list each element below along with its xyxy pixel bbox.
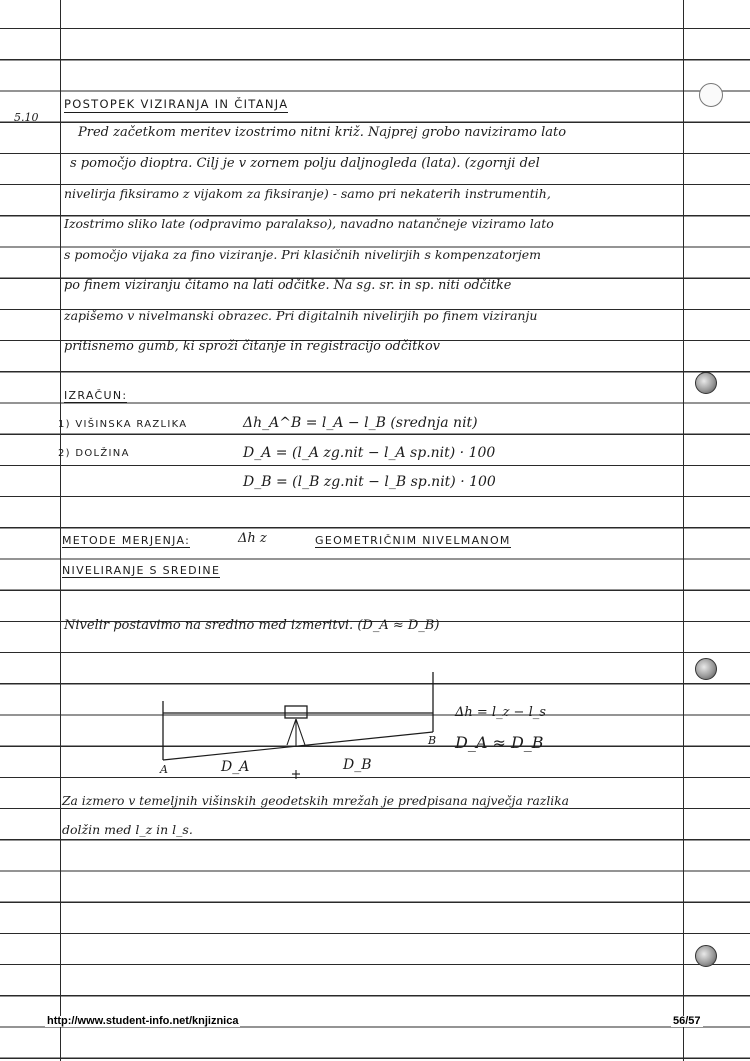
paragraph-line: Izostrimo sliko late (odpravimo paralakso), navadno natančneje viziramo lato [64, 216, 554, 231]
note-line: dolžin med l_z in l_s. [62, 822, 193, 837]
calc-title: IZRAČUN: [64, 389, 128, 402]
note-line: Za izmero v temeljnih višinskih geodetskih mrežah je predpisana največja razlika [62, 794, 570, 808]
paragraph-line: s pomočjo vijaka za fino viziranje. Pri klasičnih nivelirjih s kompenzatorjem [64, 247, 542, 262]
methods-title-right: GEOMETRIČNIM NIVELMANOM [315, 534, 511, 547]
calc-label-height-difference: 1) VIŠINSKA RAZLIKA [58, 419, 188, 430]
ground-line [163, 732, 433, 760]
diagram-label-db: D_B [343, 757, 372, 773]
paragraph-line: Pred začetkom meritev izostrimo nitni križ. Najprej grobo naviziramo lato [78, 125, 567, 140]
tripod-leg [296, 719, 305, 745]
diagram-formula-d: D_A ≈ D_B [455, 733, 544, 752]
page-number: 56/57 [673, 1015, 701, 1027]
methods-title-left: METODE MERJENJA: [62, 534, 191, 547]
paragraph-line: s pomočjo dioptra. Cilj je v zornem polju daljnogleda (lata). (zgornji del [70, 156, 540, 171]
diagram-label-da: D_A [221, 759, 250, 775]
level-instrument-icon [285, 706, 307, 718]
section-heading: POSTOPEK VIZIRANJA IN ČITANJA [64, 97, 289, 111]
methods-text: Nivelir postavimo na sredino med izmeritvi. (D_A ≈ D_B) [64, 618, 440, 633]
section-number: 5.10 [14, 111, 39, 124]
tripod-leg [287, 719, 296, 745]
paragraph-line: pritisnemo gumb, ki sproži čitanje in registracijo odčitkov [64, 339, 440, 354]
source-url-link[interactable]: http://www.student-info.net/knjiznica [47, 1015, 239, 1027]
methods-subtitle: NIVELIRANJE S SREDINE [62, 564, 221, 577]
diagram-label-b: B [428, 734, 437, 747]
formula-height-difference: Δh_A^B = l_A − l_B (srednja nit) [243, 415, 478, 431]
paragraph-line: po finem viziranju čitamo na lati odčitke. Na sg. sr. in sp. niti odčitke [64, 278, 512, 293]
diagram-formula-dh: Δh = l_z − l_s [455, 705, 546, 720]
diagram-label-a: A [160, 763, 168, 776]
paragraph-line: nivelirja fiksiramo z vijakom za fiksiranje) - samo pri nekaterih instrumentih, [64, 186, 551, 201]
paragraph-line: zapišemo v nivelmanski obrazec. Pri digitalnih nivelirjih po finem viziranju [64, 308, 538, 323]
methods-title-mid: Δh z [238, 531, 267, 546]
calc-label-distance: 2) DOLŽINA [58, 448, 130, 459]
formula-distance-b: D_B = (l_B zg.nit − l_B sp.nit) · 100 [243, 474, 496, 490]
formula-distance-a: D_A = (l_A zg.nit − l_A sp.nit) · 100 [243, 445, 496, 461]
